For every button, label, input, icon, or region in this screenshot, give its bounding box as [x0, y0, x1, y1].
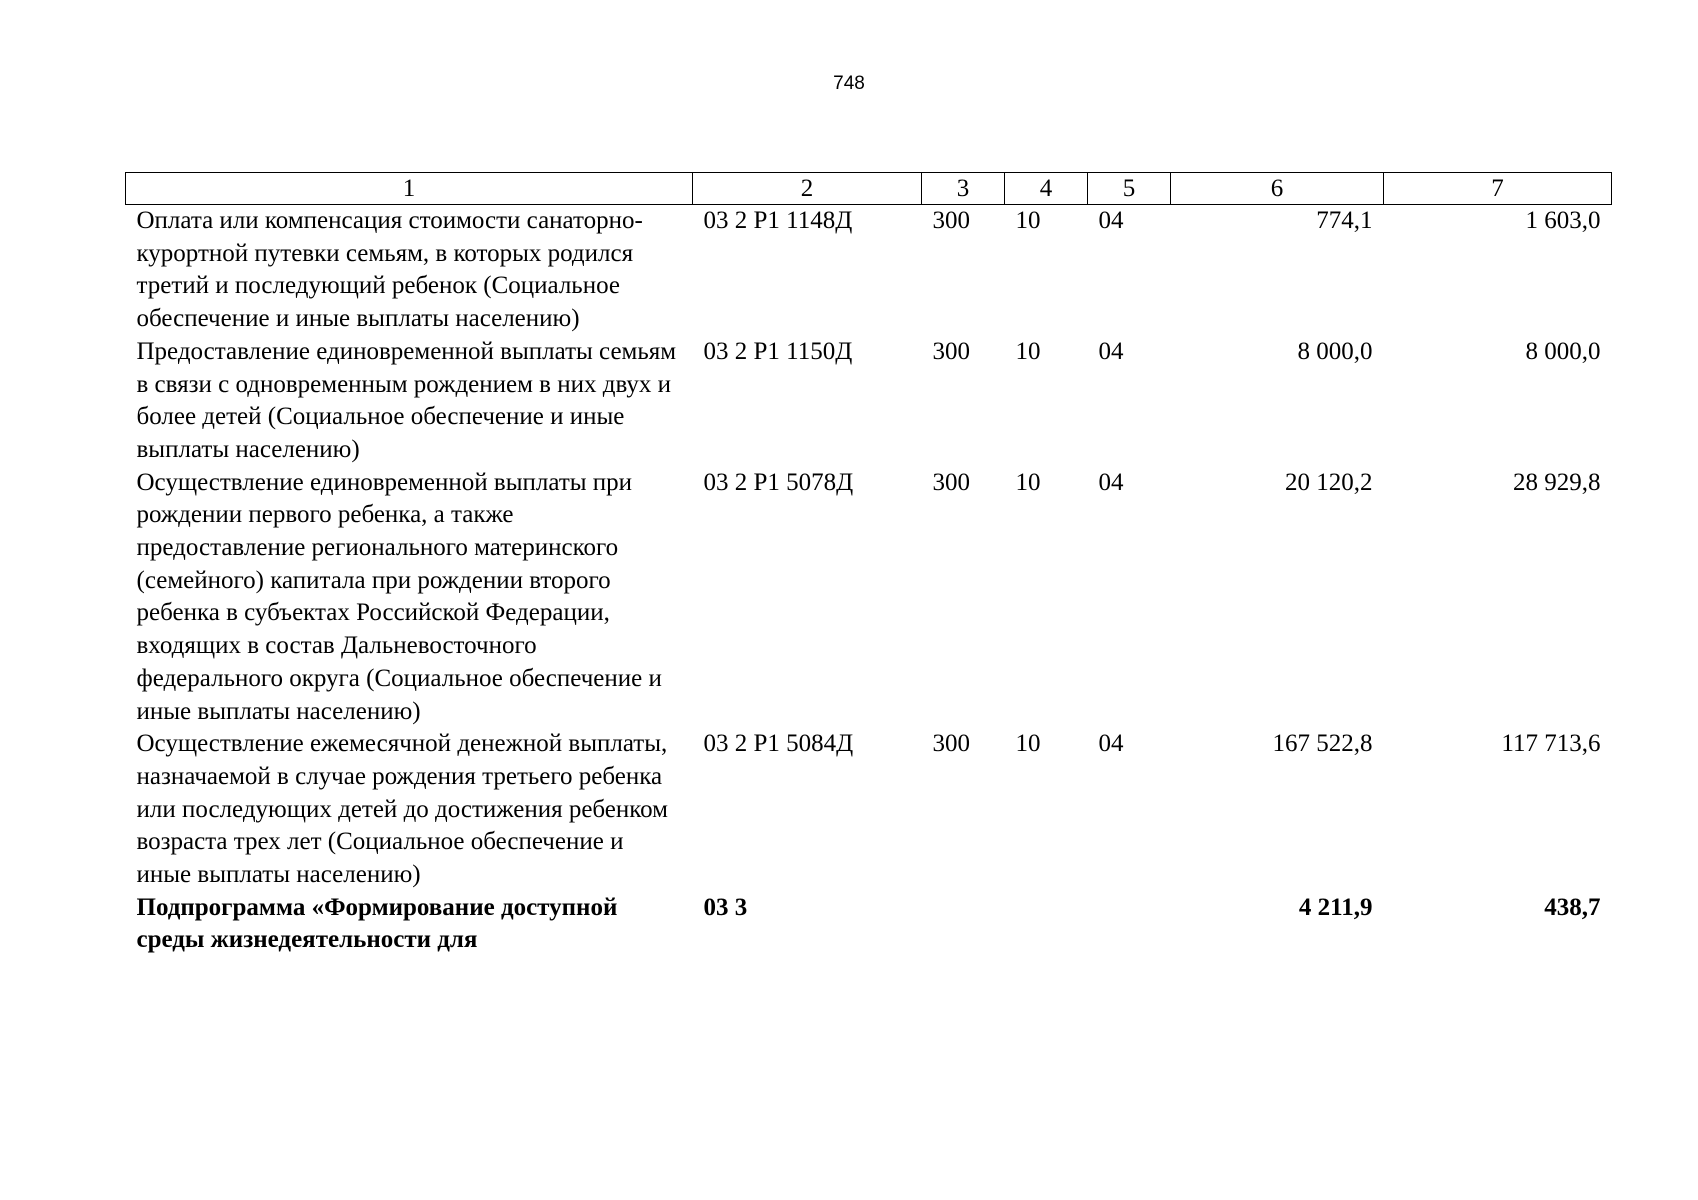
- row-col3: 300: [932, 207, 970, 234]
- row-col4: 10: [1015, 468, 1041, 496]
- table-row: [126, 728, 1612, 892]
- row-description: Предоставление единовременной выплаты семьям в связи с одновременным рождением в них двух и более детей (Социальное обеспечение и иные выплаты населению): [136, 337, 677, 463]
- row-col5: 04: [1098, 468, 1124, 496]
- row-col6: 774,1: [1316, 207, 1373, 234]
- table-row: [126, 467, 1612, 729]
- page-number: 748: [833, 73, 865, 94]
- row-code: 03 2 P1 1148Д: [703, 207, 853, 234]
- header-row: [126, 173, 1612, 205]
- row-col7: 1 603,0: [1525, 207, 1601, 234]
- row-code: 03 2 P1 5078Д: [703, 468, 854, 496]
- row-col4: 10: [1015, 730, 1041, 758]
- table-row-subprogram: [126, 892, 1612, 957]
- row-description: Осуществление ежемесячной денежной выплаты, назначаемой в случае рождения третьего ребенка или последующих детей до достижения ребенком возраста трех лет (Социальное обеспечение и иные выплаты населению): [136, 730, 669, 889]
- row-col3: [922, 892, 1005, 957]
- table-row: [126, 205, 1612, 336]
- row-col3: 300: [932, 468, 970, 496]
- row-col4: 10: [1015, 207, 1041, 234]
- header-col-2: 2: [693, 173, 922, 205]
- row-col4: [1005, 892, 1088, 957]
- row-col5: 04: [1098, 730, 1124, 758]
- row-col6: 167 522,8: [1272, 730, 1373, 758]
- row-col7: 438,7: [1544, 893, 1601, 921]
- table-row: [126, 336, 1612, 467]
- header-col-6: 6: [1171, 173, 1384, 205]
- row-description: Подпрограмма «Формирование доступной среды жизнедеятельности для: [136, 893, 618, 954]
- row-col6: 4 211,9: [1298, 893, 1373, 921]
- row-description: Оплата или компенсация стоимости санаторно-курортной путевки семьям, в которых родился третий и последующий ребенок (Социальное обеспечение и иные выплаты населению): [136, 207, 643, 333]
- header-col-4: 4: [1005, 173, 1088, 205]
- row-col5: 04: [1098, 207, 1124, 234]
- row-col7: 8 000,0: [1525, 337, 1601, 365]
- row-col7: 28 929,8: [1513, 468, 1601, 496]
- row-code: 03 3: [703, 893, 748, 921]
- row-col7: 117 713,6: [1501, 730, 1601, 758]
- row-description: Осуществление единовременной выплаты при рождении первого ребенка, а также предоставление регионального материнского (семейного) капитала при рождении второго ребенка в субъектах Российской Федерации, входящих в состав Дальневосточного федерального округа (Социальное обеспечение и иные выплаты населению): [136, 468, 662, 725]
- row-col5: [1088, 892, 1171, 957]
- header-col-1: 1: [126, 173, 693, 205]
- row-col5: 04: [1098, 337, 1124, 365]
- row-code: 03 2 P1 5084Д: [703, 730, 854, 758]
- row-col4: 10: [1015, 337, 1041, 365]
- header-col-3: 3: [922, 173, 1005, 205]
- row-col6: 8 000,0: [1297, 337, 1373, 365]
- header-col-5: 5: [1088, 173, 1171, 205]
- budget-table: [125, 172, 1612, 957]
- row-col3: 300: [932, 337, 970, 365]
- table-body: [126, 205, 1612, 958]
- row-code: 03 2 P1 1150Д: [703, 337, 853, 365]
- row-col6: 20 120,2: [1285, 468, 1373, 496]
- row-col3: 300: [932, 730, 970, 758]
- header-col-7: 7: [1384, 173, 1612, 205]
- table-header: [126, 173, 1612, 205]
